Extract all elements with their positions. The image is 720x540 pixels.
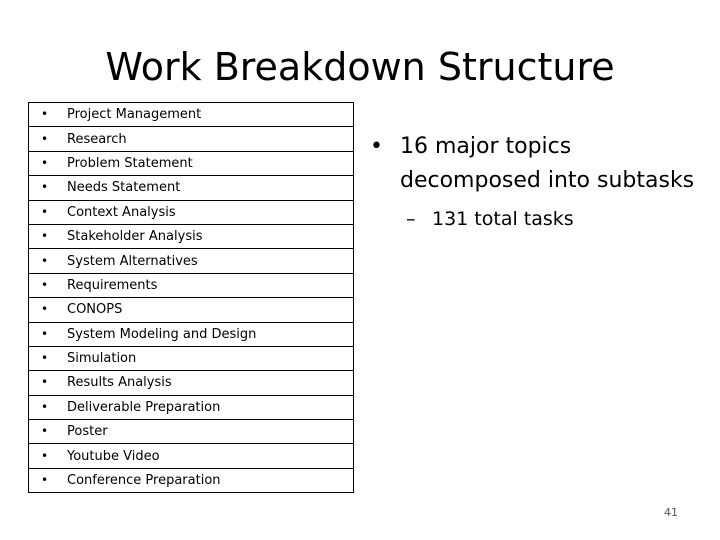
topic-label: Research	[67, 131, 127, 147]
slide-title: Work Breakdown Structure	[105, 45, 615, 89]
topic-cell	[29, 346, 354, 370]
topic-cell	[29, 468, 354, 492]
topic-row	[29, 420, 354, 444]
bullet-glyph: •	[370, 134, 383, 159]
topic-label: Requirements	[67, 277, 158, 293]
summary-sub-bullet	[370, 204, 700, 234]
topic-row	[29, 273, 354, 297]
topic-label: Poster	[67, 424, 108, 440]
topic-label: Simulation	[67, 351, 137, 367]
topic-list	[29, 103, 354, 493]
topic-cell	[29, 322, 354, 346]
topic-label: Needs Statement	[67, 180, 181, 196]
topic-row	[29, 322, 354, 346]
topic-row	[29, 371, 354, 395]
bullet-glyph: •	[41, 399, 49, 414]
topic-label: System Alternatives	[67, 253, 198, 269]
bullet-glyph: •	[41, 107, 49, 122]
bullet-glyph: •	[41, 473, 49, 488]
topic-label: CONOPS	[67, 302, 123, 318]
bullet-glyph: •	[41, 229, 49, 244]
topic-row	[29, 395, 354, 419]
bullet-glyph: •	[41, 253, 49, 268]
topic-cell	[29, 395, 354, 419]
summary-main-bullet	[370, 130, 700, 198]
bullet-glyph: •	[41, 204, 49, 219]
topic-cell	[29, 420, 354, 444]
topic-cell	[29, 127, 354, 151]
dash-glyph: –	[406, 208, 416, 230]
bullet-glyph: •	[41, 326, 49, 341]
topic-label: Context Analysis	[67, 204, 176, 220]
bullet-glyph: •	[41, 424, 49, 439]
topic-cell	[29, 200, 354, 224]
topic-label: System Modeling and Design	[67, 326, 257, 342]
topic-cell	[29, 103, 354, 127]
topic-cell	[29, 176, 354, 200]
topic-row	[29, 103, 354, 127]
topic-row	[29, 298, 354, 322]
topic-cell	[29, 273, 354, 297]
topic-row	[29, 127, 354, 151]
topic-row	[29, 249, 354, 273]
bullet-glyph: •	[41, 277, 49, 292]
topic-row	[29, 176, 354, 200]
topic-label: Conference Preparation	[67, 473, 221, 489]
topic-label: Project Management	[67, 107, 202, 123]
bullet-glyph: •	[41, 351, 49, 366]
bullet-glyph: •	[41, 131, 49, 146]
topic-label: Results Analysis	[67, 375, 172, 391]
topic-cell	[29, 444, 354, 468]
topic-row	[29, 444, 354, 468]
page-number: 41	[664, 506, 678, 519]
bullet-glyph: •	[41, 375, 49, 390]
topic-cell	[29, 151, 354, 175]
topic-cell	[29, 298, 354, 322]
bullet-glyph: •	[41, 180, 49, 195]
topic-row	[29, 224, 354, 248]
bullet-glyph: •	[41, 448, 49, 463]
bullet-glyph: •	[41, 302, 49, 317]
topic-label: Problem Statement	[67, 155, 193, 171]
topic-cell	[29, 249, 354, 273]
topic-row	[29, 468, 354, 492]
topic-table	[28, 102, 354, 493]
topic-row	[29, 151, 354, 175]
summary-sub-text: 131 total tasks	[432, 208, 574, 230]
topic-row	[29, 200, 354, 224]
topic-label: Youtube Video	[67, 448, 160, 464]
topic-cell	[29, 371, 354, 395]
topic-label: Deliverable Preparation	[67, 399, 221, 415]
topic-row	[29, 346, 354, 370]
topic-cell	[29, 224, 354, 248]
topic-label: Stakeholder Analysis	[67, 229, 203, 245]
bullet-glyph: •	[41, 155, 49, 170]
summary-main-text: 16 major topics decomposed into subtasks	[400, 134, 695, 193]
summary-block	[370, 130, 700, 234]
